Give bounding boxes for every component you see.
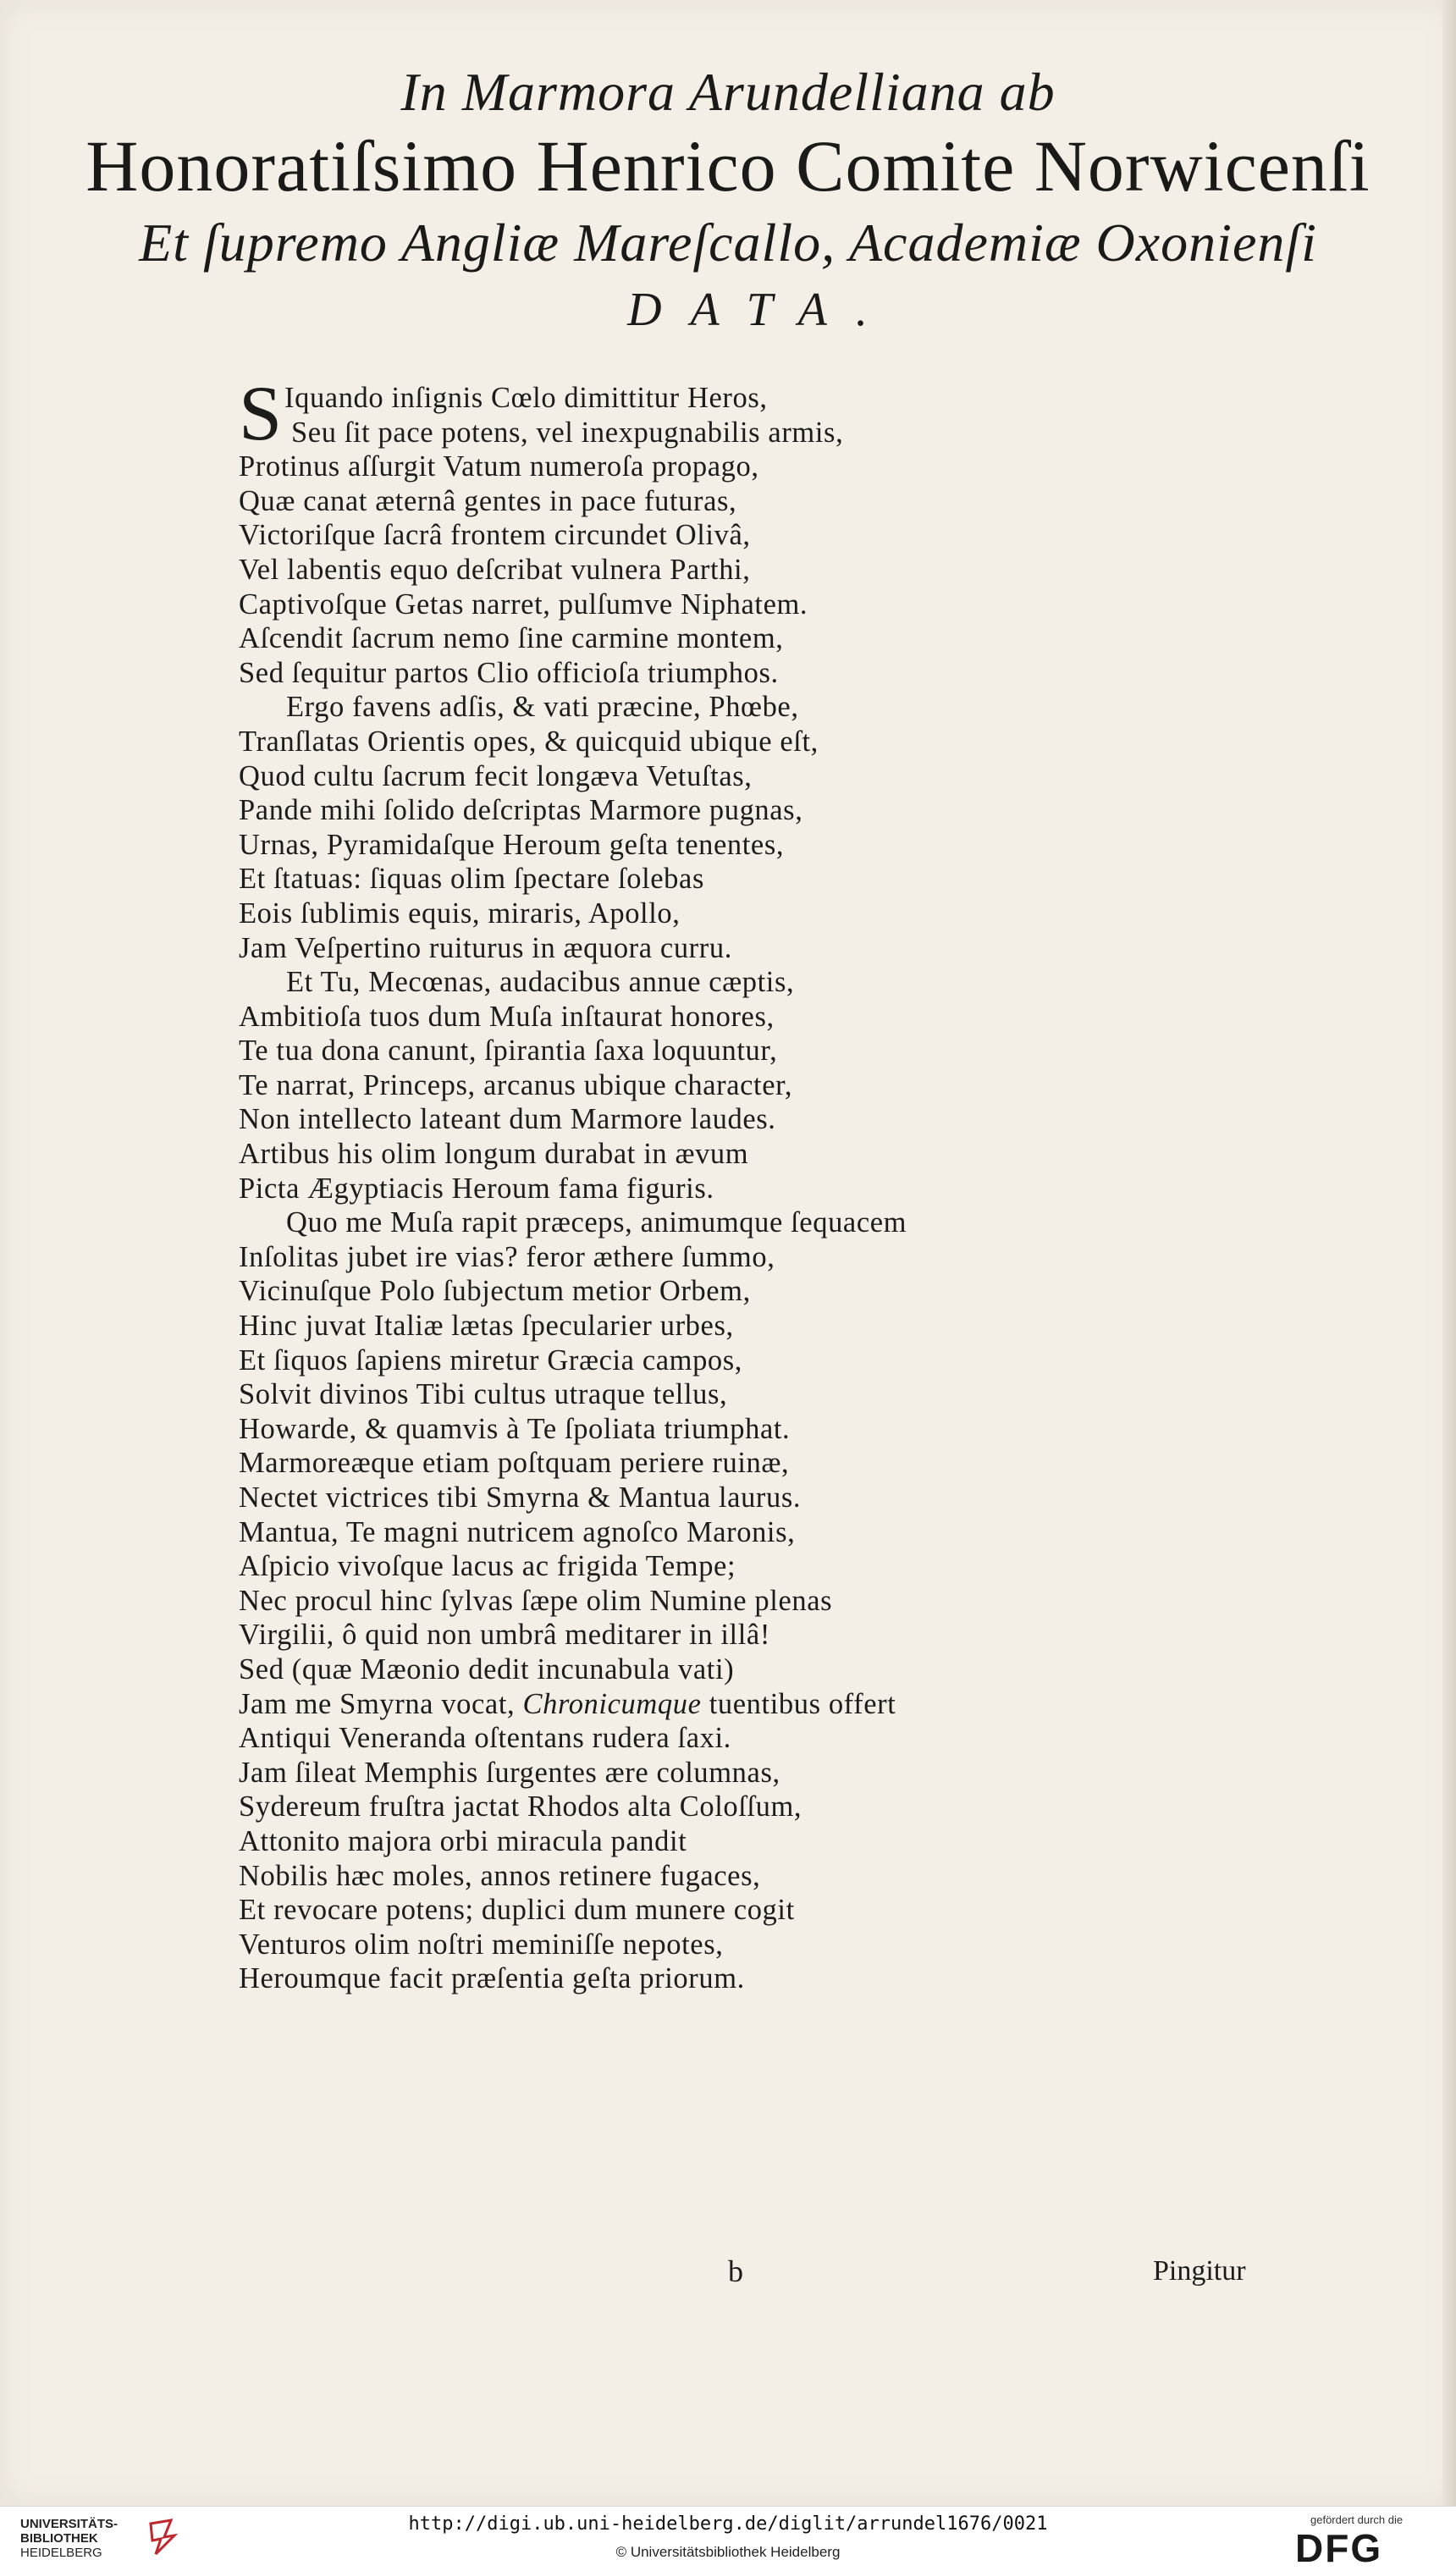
poem-line: Nobilis hæc moles, annos retinere fugaces, [239,1859,761,1892]
poem-line: Tranſlatas Orientis opes, & quicquid ubique eſt, [239,725,819,758]
poem-line: Solvit divinos Tibi cultus utraque tellus, [239,1378,728,1411]
poem-line: Sydereum fruſtra jactat Rhodos alta Coloſſum, [239,1790,802,1823]
title-line-2: Honoratiſsimo Henrico Comite Norwicenſi [85,125,1371,207]
dfg-logo[interactable]: DFG [1295,2526,1383,2570]
poem-line: Te tua dona canunt, ſpirantia ſaxa loquuntur, [239,1034,778,1068]
drop-cap: S [239,370,283,456]
funding-caption: gefördert durch die [1310,2513,1404,2526]
poem-line: Aſpicio vivoſque lacus ac frigida Tempe; [239,1550,736,1583]
poem-line: Virgilii, ô quid non umbrâ meditarer in illâ! [239,1619,770,1652]
poem-line: Quæ canat æternâ gentes in pace futuras, [239,484,737,517]
page-edge [1442,0,1456,2506]
emphasized-word: Chronicumque [522,1687,702,1720]
poem-line: Artibus his olim longum durabat in ævum [239,1138,749,1171]
poem-line: Nectet victrices tibi Smyrna & Mantua laurus. [239,1481,802,1514]
library-name-line1: UNIVERSITÄTS- [20,2517,119,2531]
poem-line: Aſcendit ſacrum nemo ſine carmine montem, [239,622,784,655]
catchword: Pingitur [1153,2255,1246,2287]
poem-line: Protinus aſſurgit Vatum numeroſa propago, [239,450,759,483]
poem-line: Eois ſublimis equis, miraris, Apollo, [239,897,681,930]
poem-line: Jam Veſpertino ruiturus in æquora curru. [239,931,732,964]
poem-body [239,370,1144,1996]
poem-line: Mantua, Te magni nutricem agnoſco Maronis, [239,1515,796,1548]
poem-line: Quo me Muſa rapit præceps, animumque ſequacem [286,1206,907,1239]
title-line-1: In Marmora Arundelliana ab [400,62,1056,122]
poem-line: Marmoreæque etiam poſtquam periere ruinæ, [239,1447,790,1480]
poem-line: Et ſiquos ſapiens miretur Græcia campos, [239,1343,743,1377]
library-name-line2: BIBLIOTHEK [20,2531,98,2546]
poem-line: Sed (quæ Mæonio dedit incunabula vati) [239,1652,735,1685]
poem-line: Pande mihi ſolido deſcriptas Marmore pugnas, [239,794,803,827]
poem-line [239,1687,1144,1722]
library-name-line3: HEIDELBERG [20,2546,102,2560]
poem-line: Heroumque facit præſentia geſta priorum. [239,1962,745,1995]
viewer-footer [0,2506,1456,2570]
poem-line: Venturos olim noſtri meminiſſe nepotes, [239,1928,724,1961]
poem-line: Ergo favens adſis, & vati præcine, Phœbe, [286,691,799,724]
poem-line-text: Jam me Smyrna vocat, [239,1687,516,1720]
poem-line: Urnas, Pyramidaſque Heroum geſta tenentes, [239,828,785,861]
signature-mark: b [728,2254,743,2288]
poem-line: Te narrat, Princeps, arcanus ubique character, [239,1068,793,1101]
poem-line: Hinc juvat Italiæ lætas ſpecularier urbes, [239,1310,734,1343]
poem-line: Quod cultu ſacrum fecit longæva Vetuſtas, [239,759,753,792]
poem-line: Et revocare potens; duplici dum munere cogit [239,1894,795,1927]
poem-line: Captivoſque Getas narret, pulſumve Niphatem. [239,588,808,621]
poem-line: Vicinuſque Polo ſubjectum metior Orbem, [239,1275,751,1308]
poem-line: Antiqui Veneranda oſtentans rudera ſaxi. [239,1722,731,1755]
poem-line: Et ſtatuas: ſiquas olim ſpectare ſolebas [239,863,704,896]
title-line-4: DATA. [627,284,896,336]
poem-line-tail: tuentibus offert [701,1687,896,1720]
poem-line: Et Tu, Mecœnas, audacibus annue cæptis, [286,966,795,999]
poem-line: Attonito majora orbi miracula pandit [239,1824,687,1857]
poem-line: Picta Ægyptiacis Heroum fama figuris. [239,1172,714,1205]
poem-line: Victoriſque ſacrâ frontem circundet Olivâ, [239,519,751,552]
poem-line: Non intellecto lateant dum Marmore laudes. [239,1103,776,1136]
poem-line: Howarde, & quamvis à Te ſpoliata triumphat. [239,1412,791,1445]
poem-line: Vel labentis equo deſcribat vulnera Parthi, [239,553,751,586]
poem-line: Seu ſit pace potens, vel inexpugnabilis armis, [291,416,844,449]
poem-line: Nec procul hinc ſylvas ſæpe olim Numine plenas [239,1584,833,1617]
copyright-notice: © Universitätsbibliothek Heidelberg [615,2544,841,2560]
poem-line: Inſolitas jubet ire vias? feror æthere ſummo, [239,1240,775,1273]
title-line-3: Et ſupremo Angliæ Mareſcallo, Academiæ Oxonienſi [139,212,1317,273]
permalink-url[interactable]: http://digi.ub.uni-heidelberg.de/diglit/arrundel1676/0021 [408,2513,1048,2535]
poem-line: Sed ſequitur partos Clio officioſa triumphos. [239,656,779,689]
poem-line-text: Iquando inſignis Cœlo dimittitur Heros, [284,382,768,414]
poem-line: Jam ſileat Memphis ſurgentes ære columnas, [239,1756,780,1789]
poem-line: Ambitioſa tuos dum Muſa inſtaurat honores, [239,1000,775,1033]
